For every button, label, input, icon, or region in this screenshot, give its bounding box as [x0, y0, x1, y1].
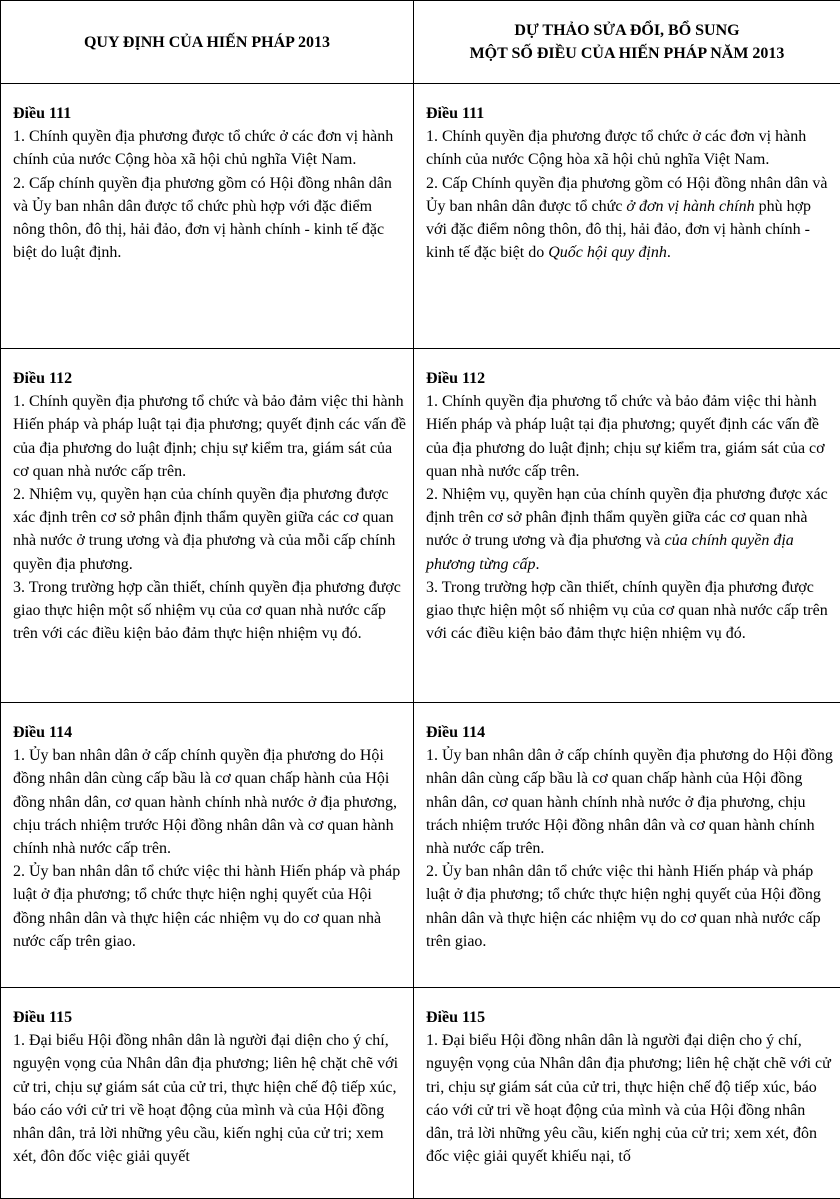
draft-text-cell	[414, 988, 840, 1199]
clause-1: 1. Đại biểu Hội đồng nhân dân là người đại diện cho ý chí, nguyện vọng của Nhân dân địa phương; liên hệ chặt chẽ với cử tri, chịu sự giám sát của cử tri, thực hiện chế độ tiếp xúc, báo cáo với cử tri về hoạt động của mình và của Hội đồng nhân dân, trả lời những yêu cầu, kiến nghị của cử tri; xem xét, đôn đốc việc giải quyết khiếu nại, tố	[426, 1029, 834, 1168]
clause-2: 2. Ủy ban nhân dân tổ chức việc thi hành Hiến pháp và pháp luật ở địa phương; tổ chức thực hiện nghị quyết của Hội đồng nhân dân và thực hiện các nhiệm vụ do cơ quan nhà nước cấp trên giao.	[13, 860, 407, 953]
header-draft-amendment	[414, 1, 840, 84]
clause-2: 2. Nhiệm vụ, quyền hạn của chính quyền địa phương được xác định trên cơ sở phân định thẩm quyền giữa các cơ quan nhà nước ở trung ương và địa phương và của chính quyền địa phương từng cấp.	[426, 483, 834, 576]
clause-1: 1. Chính quyền địa phương tổ chức và bảo đảm việc thi hành Hiến pháp và pháp luật tại địa phương; quyết định các vấn đề của địa phương do luật định; chịu sự kiểm tra, giám sát của cơ quan nhà nước cấp trên.	[13, 390, 407, 483]
article-title: Điều 115	[13, 1006, 407, 1029]
current-text-cell	[1, 988, 414, 1199]
draft-text-cell	[414, 84, 840, 349]
article-title: Điều 114	[13, 721, 407, 744]
current-text-cell	[1, 84, 414, 349]
article-row-112	[1, 349, 840, 703]
article-title: Điều 114	[426, 721, 834, 744]
amended-text: Quốc hội quy định	[548, 244, 667, 261]
clause-1: 1. Ủy ban nhân dân ở cấp chính quyền địa phương do Hội đồng nhân dân cùng cấp bầu là cơ quan chấp hành của Hội đồng nhân dân, cơ quan hành chính nhà nước ở địa phương, chịu trách nhiệm trước Hội đồng nhân dân và cơ quan hành chính nhà nước cấp trên.	[426, 744, 834, 860]
clause-2: 2. Cấp chính quyền địa phương gồm có Hội đồng nhân dân và Ủy ban nhân dân được tổ chức phù hợp với đặc điểm nông thôn, đô thị, hải đảo, đơn vị hành chính - kinh tế đặc biệt do luật định.	[13, 172, 407, 265]
amended-text: của chính quyền địa phương từng cấp	[426, 532, 794, 572]
article-title: Điều 115	[426, 1006, 834, 1029]
draft-text-cell	[414, 703, 840, 988]
clause-1: 1. Chính quyền địa phương tổ chức và bảo đảm việc thi hành Hiến pháp và pháp luật tại địa phương; quyết định các vấn đề của địa phương do luật định; chịu sự kiểm tra, giám sát của cơ quan nhà nước cấp trên.	[426, 390, 834, 483]
draft-text-cell	[414, 349, 840, 703]
article-row-114	[1, 703, 840, 988]
clause-2: 2. Nhiệm vụ, quyền hạn của chính quyền địa phương được xác định trên cơ sở phân định thẩm quyền giữa các cơ quan nhà nước ở trung ương và địa phương và của mỗi cấp chính quyền địa phương.	[13, 483, 407, 576]
clause-1: 1. Đại biểu Hội đồng nhân dân là người đại diện cho ý chí, nguyện vọng của Nhân dân địa phương; liên hệ chặt chẽ với cử tri, chịu sự giám sát của cử tri, thực hiện chế độ tiếp xúc, báo cáo với cử tri về hoạt động của mình và của Hội đồng nhân dân, trả lời những yêu cầu, kiến nghị của cử tri; xem xét, đôn đốc việc giải quyết	[13, 1029, 407, 1168]
header-draft-line1: DỰ THẢO SỬA ĐỔI, BỔ SUNG	[420, 19, 834, 42]
clause-2: 2. Ủy ban nhân dân tổ chức việc thi hành Hiến pháp và pháp luật ở địa phương; tổ chức thực hiện nghị quyết của Hội đồng nhân dân và thực hiện các nhiệm vụ do cơ quan nhà nước cấp trên giao.	[426, 860, 834, 953]
article-title: Điều 112	[13, 367, 407, 390]
clause-1: 1. Ủy ban nhân dân ở cấp chính quyền địa phương do Hội đồng nhân dân cùng cấp bầu là cơ quan chấp hành của Hội đồng nhân dân, cơ quan hành chính nhà nước ở địa phương, chịu trách nhiệm trước Hội đồng nhân dân và cơ quan hành chính nhà nước cấp trên.	[13, 744, 407, 860]
amended-text: ở đơn vị hành chính	[626, 198, 754, 215]
article-title: Điều 112	[426, 367, 834, 390]
article-row-115	[1, 988, 840, 1199]
article-row-111	[1, 84, 840, 349]
clause-3: 3. Trong trường hợp cần thiết, chính quyền địa phương được giao thực hiện một số nhiệm vụ của cơ quan nhà nước cấp trên với các điều kiện bảo đảm thực hiện nhiệm vụ đó.	[13, 576, 407, 646]
clause-1: 1. Chính quyền địa phương được tổ chức ở các đơn vị hành chính của nước Cộng hòa xã hội chủ nghĩa Việt Nam.	[426, 125, 834, 171]
article-title: Điều 111	[13, 102, 407, 125]
current-text-cell	[1, 703, 414, 988]
header-draft-line2: MỘT SỐ ĐIỀU CỦA HIẾN PHÁP NĂM 2013	[420, 42, 834, 65]
clause-3: 3. Trong trường hợp cần thiết, chính quyền địa phương được giao thực hiện một số nhiệm vụ của cơ quan nhà nước cấp trên với các điều kiện bảo đảm thực hiện nhiệm vụ đó.	[426, 576, 834, 646]
article-title: Điều 111	[426, 102, 834, 125]
current-text-cell	[1, 349, 414, 703]
clause-1: 1. Chính quyền địa phương được tổ chức ở các đơn vị hành chính của nước Cộng hòa xã hội chủ nghĩa Việt Nam.	[13, 125, 407, 171]
header-current-constitution: QUY ĐỊNH CỦA HIẾN PHÁP 2013	[1, 1, 414, 84]
clause-2: 2. Cấp Chính quyền địa phương gồm có Hội đồng nhân dân và Ủy ban nhân dân được tổ chức ở đơn vị hành chính phù hợp với đặc điểm nông thôn, đô thị, hải đảo, đơn vị hành chính - kinh tế đặc biệt do Quốc hội quy định.	[426, 172, 834, 265]
header-row	[1, 1, 840, 84]
